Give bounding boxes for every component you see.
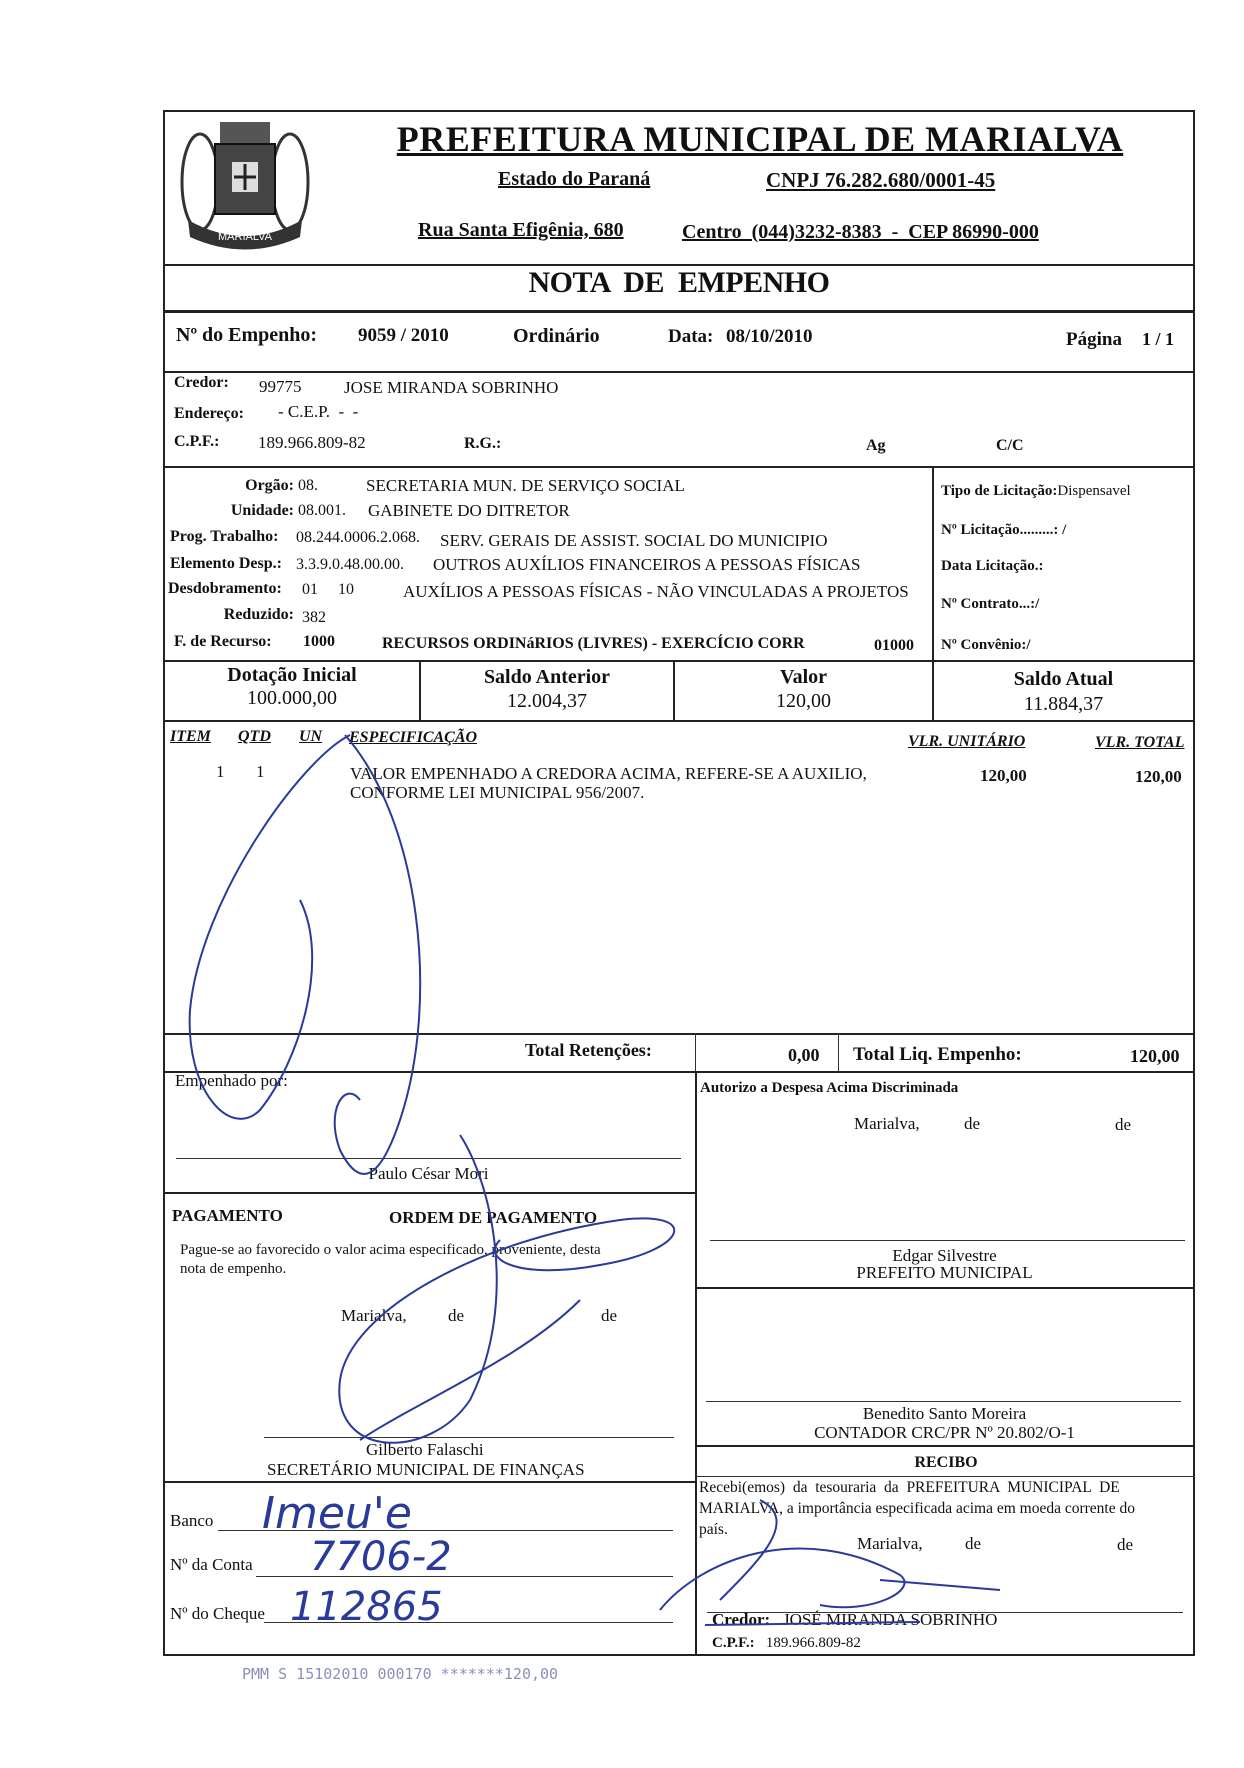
col-qtd: QTD	[238, 728, 271, 745]
recibo-de1: de	[965, 1534, 982, 1553]
signature-credor-stroke	[660, 1500, 1000, 1610]
item-number: 1	[216, 762, 225, 781]
licitacao-tipo-value: Dispensavel	[1057, 483, 1131, 499]
signature-ordem-loop	[339, 1135, 674, 1443]
dotacao-value: 100.000,00	[247, 687, 337, 709]
item-desc-line1: VALOR EMPENHADO A CREDORA ACIMA, REFERE-SE A AUXILIO,	[350, 764, 867, 783]
recibo-cpf-label: C.P.F.:	[712, 1635, 755, 1651]
header-cnpj: CNPJ 76.282.680/0001-45	[766, 168, 996, 192]
ordem-pagamento-label: ORDEM DE PAGAMENTO	[389, 1208, 598, 1227]
empenho-date-label: Data:	[668, 326, 714, 347]
recibo-de2: de	[1117, 1535, 1134, 1554]
cheque-label: Nº do Cheque	[170, 1604, 265, 1623]
contador-cargo: CONTADOR CRC/PR Nº 20.802/O-1	[814, 1423, 1075, 1442]
cheque-handwritten: 112865	[290, 1584, 443, 1630]
valor-value: 120,00	[776, 690, 831, 712]
credor-name: JOSE MIRANDA SOBRINHO	[344, 378, 559, 397]
banco-label: Banco	[170, 1511, 214, 1530]
recurso-desc: RECURSOS ORDINáRIOS (LIVRES) - EXERCÍCIO CORR	[382, 635, 805, 652]
recibo-credor-nome: JOSÉ MIRANDA SOBRINHO	[782, 1610, 998, 1629]
recibo-local: Marialva,	[857, 1534, 923, 1553]
document-title: NOTA DE EMPENHO	[528, 266, 830, 299]
col-total: VLR. TOTAL	[1095, 734, 1185, 751]
prog-label: Prog. Trabalho:	[170, 528, 279, 545]
liq-value: 120,00	[1130, 1046, 1180, 1066]
header-address: Rua Santa Efigênia, 680	[418, 219, 624, 241]
orgao-label: Orgão:	[245, 477, 294, 494]
contador-nome: Benedito Santo Moreira	[862, 1404, 1027, 1423]
orgao-desc: SECRETARIA MUN. DE SERVIÇO SOCIAL	[366, 476, 685, 495]
page-number: 1 / 1	[1142, 329, 1175, 349]
cpf-value: 189.966.809-82	[258, 433, 366, 452]
elemento-label: Elemento Desp.:	[170, 555, 282, 572]
recibo-texto2: MARIALVA, a importância especificada acima em moeda corrente do	[699, 1500, 1135, 1517]
saldo-atual-label: Saldo Atual	[1013, 668, 1114, 690]
empenho-label: Nº do Empenho:	[176, 324, 318, 346]
empenho-type: Ordinário	[513, 325, 600, 347]
footer-stamp: PMM S 15102010 000170 *******120,00	[242, 1665, 559, 1683]
recibo-texto1: Recebi(emos) da tesouraria da PREFEITURA MUNICIPAL DE	[699, 1479, 1120, 1496]
item-desc-line2: CONFORME LEI MUNICIPAL 956/2007.	[350, 783, 645, 802]
desdobramento-desc: AUXÍLIOS A PESSOAS FÍSICAS - NÃO VINCULADAS A PROJETOS	[403, 582, 909, 601]
recurso-code: 1000	[303, 633, 335, 650]
endereco-value: - C.E.P. - -	[278, 402, 359, 421]
ag-label: Ag	[866, 437, 886, 454]
saldo-anterior-label: Saldo Anterior	[483, 666, 611, 688]
reduzido-label: Reduzido:	[223, 606, 294, 623]
cpf-label: C.P.F.:	[174, 433, 220, 450]
prog-code: 08.244.0006.2.068.	[296, 529, 420, 546]
autorizo-local: Marialva,	[854, 1114, 920, 1133]
desdobramento-code: 01 10	[302, 581, 354, 598]
signature-big-loop	[335, 735, 421, 1174]
retencoes-label: Total Retenções:	[525, 1040, 652, 1060]
unidade-label: Unidade:	[230, 502, 294, 519]
header-title: PREFEITURA MUNICIPAL DE MARIALVA	[396, 119, 1124, 159]
saldo-anterior-value: 12.004,37	[507, 690, 587, 712]
conta-handwritten: 7706-2	[310, 1534, 452, 1580]
desdobramento-label: Desdobramento:	[168, 580, 282, 597]
autorizo-label: Autorizo a Despesa Acima Discriminada	[700, 1080, 959, 1096]
conta-label: Nº da Conta	[170, 1555, 253, 1574]
autorizo-de1: de	[964, 1114, 981, 1133]
item-unit-value: 120,00	[980, 766, 1027, 785]
col-espec: ESPECIFICAÇÃO	[349, 729, 478, 746]
elemento-code: 3.3.9.0.48.00.00.	[296, 556, 404, 573]
col-item: ITEM	[170, 728, 211, 745]
pagamento-texto2: nota de empenho.	[180, 1261, 287, 1277]
col-un: UN	[299, 728, 323, 745]
licitacao-tipo-label: Tipo de Licitação:	[941, 483, 1058, 499]
secretario-cargo: SECRETÁRIO MUNICIPAL DE FINANÇAS	[267, 1460, 585, 1479]
elemento-desc: OUTROS AUXÍLIOS FINANCEIROS A PESSOAS FÍSICAS	[433, 555, 861, 574]
orgao-code: 08.	[298, 477, 318, 494]
pagamento-de2: de	[601, 1306, 618, 1325]
rg-label: R.G.:	[464, 435, 502, 452]
unidade-code: 08.001.	[298, 502, 346, 519]
signature-empenhado-loop	[190, 735, 350, 1119]
valor-label: Valor	[779, 666, 828, 688]
pagamento-label: PAGAMENTO	[172, 1206, 283, 1225]
header-contact: Centro (044)3232-8383 - CEP 86990-000	[682, 221, 1039, 243]
empenho-number: 9059 / 2010	[358, 325, 449, 346]
header-state: Estado do Paraná	[498, 168, 651, 190]
licitacao-numero: Nº Licitação.........: /	[941, 522, 1067, 538]
licitacao-convenio: Nº Convênio:/	[941, 637, 1031, 653]
liq-label: Total Liq. Empenho:	[853, 1044, 1022, 1065]
prefeito-cargo: PREFEITO MUNICIPAL	[856, 1263, 1033, 1282]
autorizo-de2: de	[1115, 1115, 1132, 1134]
recurso-label: F. de Recurso:	[174, 633, 272, 650]
recibo-title: RECIBO	[914, 1454, 978, 1471]
empenhado-label: Empenhado por:	[175, 1071, 288, 1090]
cc-label: C/C	[996, 437, 1024, 454]
signature-credor-underline	[705, 1622, 920, 1625]
pagamento-de1: de	[448, 1306, 465, 1325]
reduzido-value: 382	[302, 609, 326, 626]
prefeito-nome: Edgar Silvestre	[892, 1246, 997, 1265]
svg-text:MARIALVA: MARIALVA	[218, 231, 272, 243]
prog-desc: SERV. GERAIS DE ASSIST. SOCIAL DO MUNICIPIO	[440, 531, 828, 550]
empenhado-nome: Paulo César Mori	[368, 1164, 489, 1183]
credor-label: Credor:	[174, 374, 229, 391]
recibo-texto3: país.	[699, 1521, 728, 1538]
licitacao-contrato: Nº Contrato...:/	[941, 596, 1040, 612]
secretario-nome: Gilberto Falaschi	[366, 1440, 484, 1459]
col-unit: VLR. UNITÁRIO	[908, 733, 1026, 750]
saldo-atual-value: 11.884,37	[1023, 693, 1104, 715]
unidade-desc: GABINETE DO DITRETOR	[368, 501, 570, 520]
pagamento-local: Marialva,	[341, 1306, 407, 1325]
recibo-cpf-value: 189.966.809-82	[765, 1635, 861, 1651]
signature-secretario-stroke	[360, 1300, 580, 1440]
recurso-code2: 01000	[874, 637, 914, 654]
licitacao-data: Data Licitação.:	[941, 558, 1044, 574]
credor-code: 99775	[259, 377, 302, 396]
empenho-date: 08/10/2010	[726, 326, 813, 347]
retencoes-value: 0,00	[788, 1045, 820, 1065]
pagamento-texto1: Pague-se ao favorecido o valor acima especificado, proveniente, desta	[180, 1242, 601, 1258]
item-qtd: 1	[256, 762, 265, 781]
dotacao-label: Dotação Inicial	[227, 664, 357, 686]
page-label: Página	[1066, 329, 1122, 350]
endereco-label: Endereço:	[174, 405, 244, 422]
recibo-credor-label: Credor:	[712, 1610, 771, 1629]
item-total-value: 120,00	[1135, 767, 1182, 786]
banco-handwritten: Imeu'e	[262, 1488, 412, 1539]
